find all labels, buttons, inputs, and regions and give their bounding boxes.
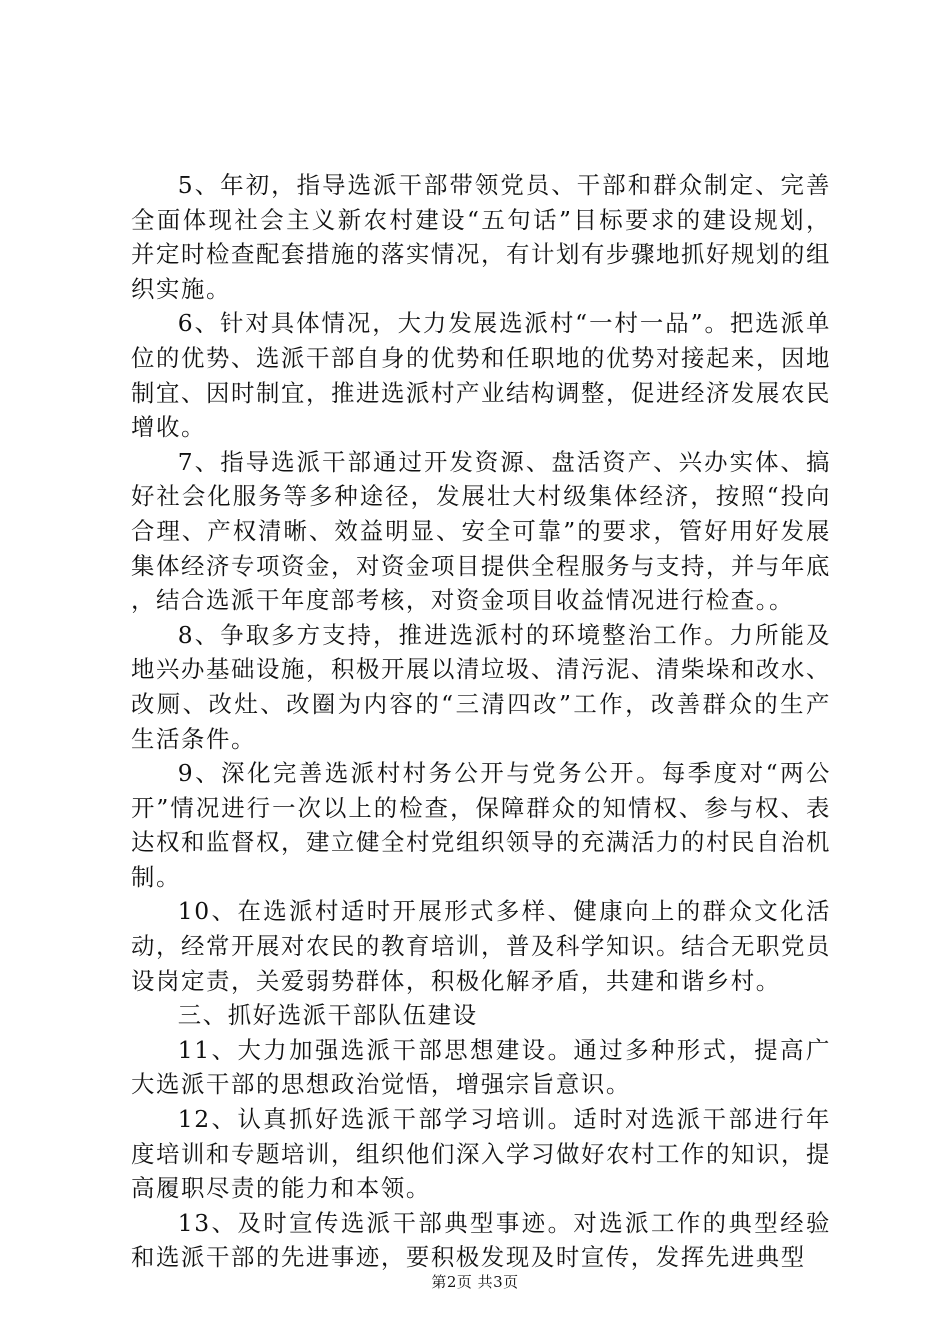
paragraph-item-7: 7、指导选派干部通过开发资源、盘活资产、兴办实体、搞好社会化服务等多种途径，发展壮大村级集体经济，按照“投向合理、产权清晰、效益明显、安全可靠”的要求，管好用好发展集体经济专项资金，对资金项目提供全程服务与支持，并与年底，结合选派干年度部考核，对资金项目收益情况进行检查。。 [131,447,831,615]
paragraph-item-11: 11、大力加强选派干部思想建设。通过多种形式，提高广大选派干部的思想政治觉悟，增强宗旨意识。 [131,1035,831,1099]
paragraph-item-10: 10、在选派村适时开展形式多样、健康向上的群众文化活动，经常开展对农民的教育培训，普及科学知识。结合无职党员设岗定责，关爱弱势群体，积极化解矛盾，共建和谐乡村。 [131,897,831,995]
section-heading: 三、抓好选派干部队伍建设 [177,1001,478,1030]
paragraph-item-12: 12、认真抓好选派干部学习培训。适时对选派干部进行年度培训和专题培训，组织他们深入学习做好农村工作的知识，提高履职尽责的能力和本领。 [131,1105,831,1203]
page-number-footer: 第2页 共3页 [431,1273,519,1291]
paragraph-item-6: 6、针对具体情况，大力发展选派村“一村一品”。把选派单位的优势、选派干部自身的优势和任职地的优势对接起来，因地制宜、因时制宜，推进选派村产业结构调整，促进经济发展农民增收。 [131,309,831,442]
paragraph-item-13: 13、及时宣传选派干部典型事迹。对选派工作的典型经验和选派干部的先进事迹，要积极发现及时宣传，发挥先进典型 [131,1208,831,1272]
document-body [131,168,831,1275]
paragraph-item-5: 5、年初，指导选派干部带领党员、干部和群众制定、完善全面体现社会主义新农村建设“五句话”目标要求的建设规划，并定时检查配套措施的落实情况，有计划有步骤地抓好规划的组织实施。 [131,171,831,303]
paragraph-item-8: 8、争取多方支持，推进选派村的环境整治工作。力所能及地兴办基础设施，积极开展以清垃圾、清污泥、清柴垛和改水、改厕、改灶、改圈为内容的“三清四改”工作，改善群众的生产生活条件。 [131,620,831,753]
paragraph-item-9: 9、深化完善选派村村务公开与党务公开。每季度对“两公开”情况进行一次以上的检查，保障群众的知情权、参与权、表达权和监督权，建立健全村党组织领导的充满活力的村民自治机制。 [131,759,831,891]
